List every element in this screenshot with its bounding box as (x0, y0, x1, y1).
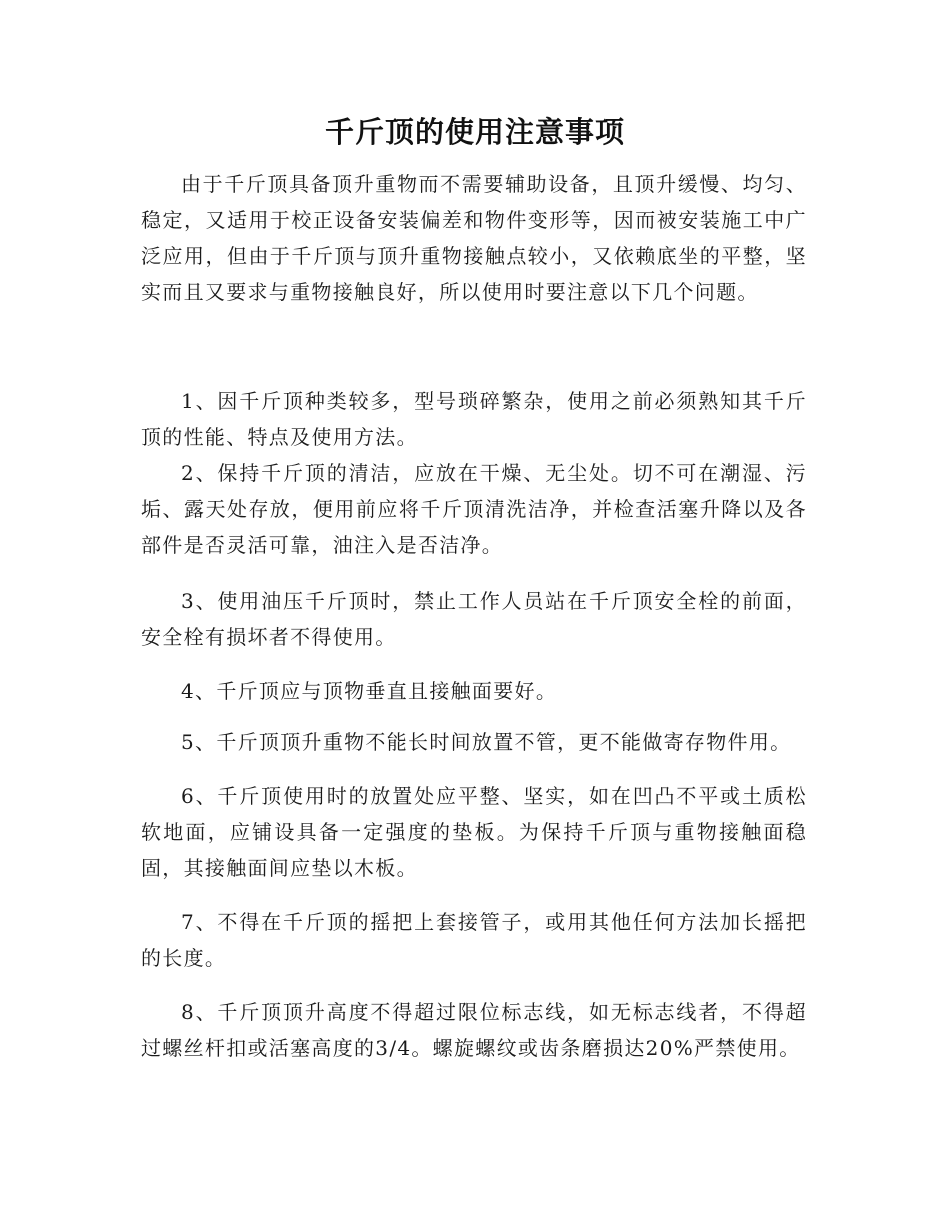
intro-paragraph: 由于千斤顶具备顶升重物而不需要辅助设备，且顶升缓慢、均匀、稳定，又适用于校正设备安装偏差和物件变形等，因而被安装施工中广泛应用，但由于千斤顶与顶升重物接触点较小，又依赖底坐的平整，坚实而且又要求与重物接触良好，所以使用时要注意以下几个问题。 (141, 172, 807, 304)
paragraph-item-1: 1、因千斤顶种类较多，型号琐碎繁杂，使用之前必须熟知其千斤顶的性能、特点及使用方法。 (141, 389, 807, 449)
paragraph-item-8: 8、千斤顶顶升高度不得超过限位标志线，如无标志线者，不得超过螺丝杆扣或活塞高度的3/4。螺旋螺纹或齿条磨损达20%严禁使用。 (141, 1000, 807, 1060)
document-title: 千斤顶的使用注意事项 (324, 115, 625, 149)
paragraph-item-3: 3、使用油压千斤顶时，禁止工作人员站在千斤顶安全栓的前面，安全栓有损坏者不得使用。 (141, 589, 807, 649)
paragraph-item-5: 5、千斤顶顶升重物不能长时间放置不管，更不能做寄存物件用。 (181, 730, 792, 754)
paragraph-item-4: 4、千斤顶应与顶物垂直且接触面要好。 (181, 679, 558, 703)
paragraph-item-7: 7、不得在千斤顶的摇把上套接管子，或用其他任何方法加长摇把的长度。 (141, 910, 807, 970)
paragraph-item-6: 6、千斤顶使用时的放置处应平整、坚实，如在凹凸不平或土质松软地面，应铺设具备一定强度的垫板。为保持千斤顶与重物接触面稳固，其接触面间应垫以木板。 (141, 784, 807, 880)
paragraph-item-2: 2、保持千斤顶的清洁，应放在干燥、无尘处。切不可在潮湿、污垢、露天处存放，便用前应将千斤顶清洗洁净，并检查活塞升降以及各部件是否灵活可靠，油注入是否洁净。 (141, 461, 807, 557)
